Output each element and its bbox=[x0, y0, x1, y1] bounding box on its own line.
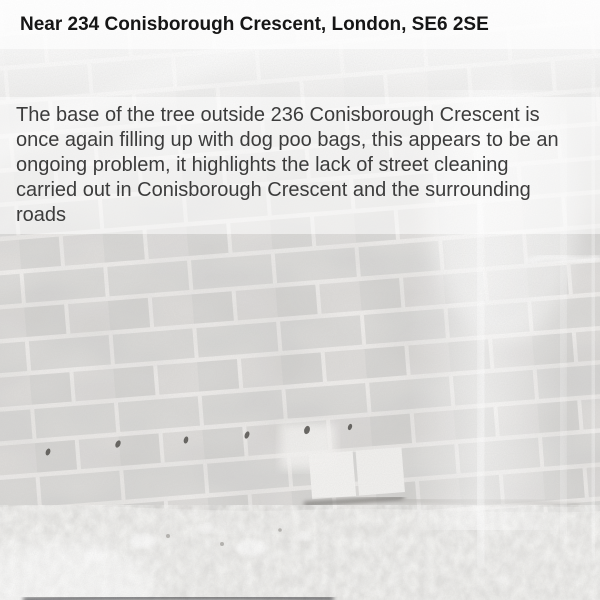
location-banner bbox=[0, 0, 600, 49]
location-text: Near 234 Conisborough Crescent, London, SE6 2SE bbox=[20, 14, 489, 35]
description-overlay bbox=[0, 97, 600, 234]
report-description: The base of the tree outside 236 Conisborough Crescent is once again filling up with dog poo bags, this appears to be an ongoing problem, it highlights the lack of street cleaning carried out in Conisborough Crescent and the surrounding roads bbox=[16, 104, 559, 226]
